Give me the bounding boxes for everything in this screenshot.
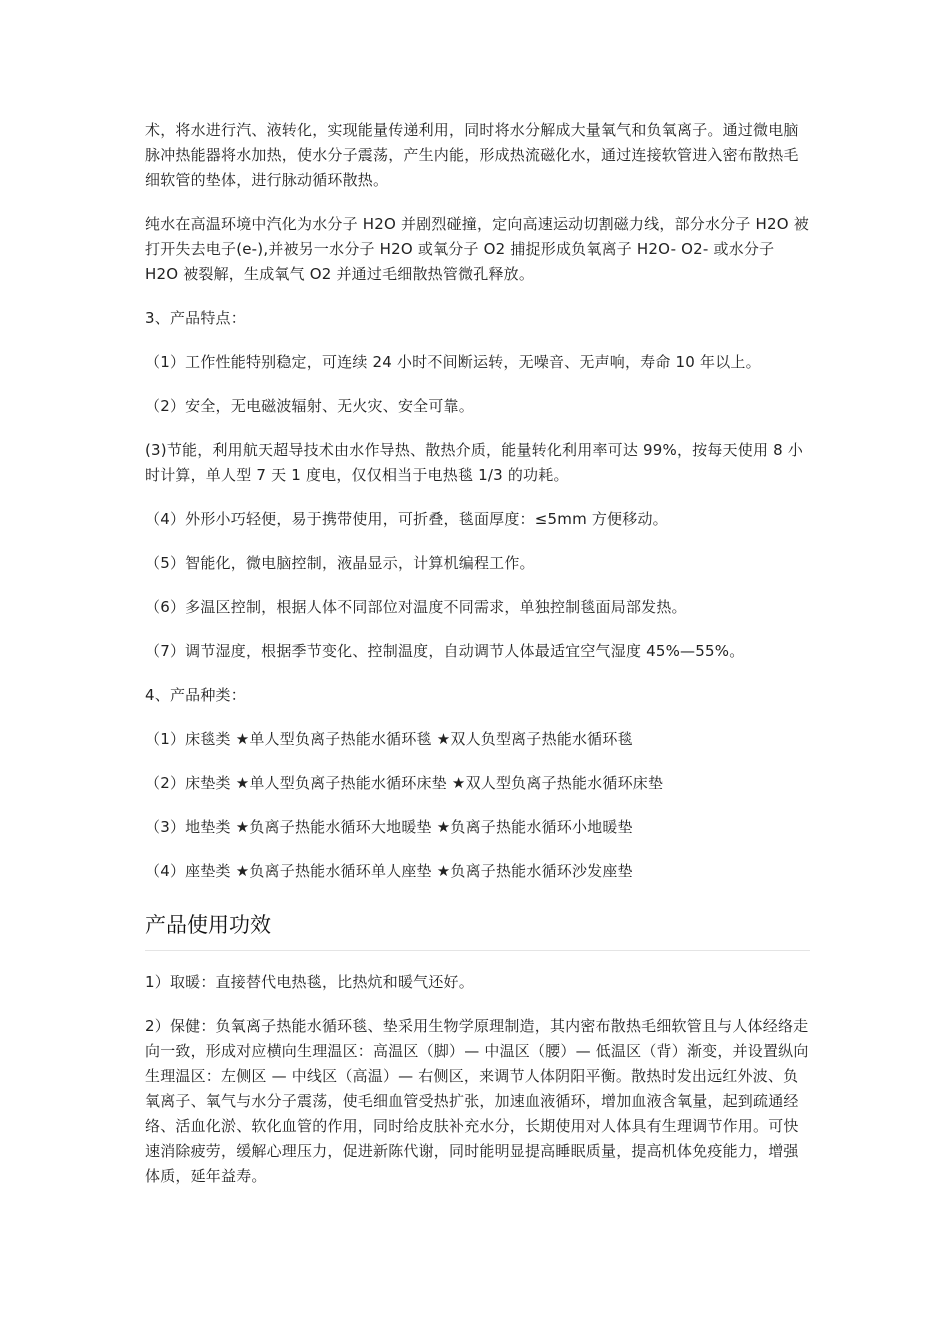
- feature-item: （2）安全，无电磁波辐射、无火灾、安全可靠。: [145, 397, 474, 415]
- type-item: （1）床毯类 ★单人型负离子热能水循环毯 ★双人负型离子热能水循环毯: [145, 730, 633, 748]
- feature-item: （4）外形小巧轻便，易于携带使用，可折叠，毯面厚度：≤5mm 方便移动。: [145, 510, 668, 528]
- efficacy-title: 产品使用功效: [145, 913, 271, 937]
- principle-paragraph: 纯水在高温环境中汽化为水分子 H2O 并剧烈碰撞，定向高速运动切割磁力线，部分水分子 H2O 被打开失去电子(e-),并被另一水分子 H2O 或氧分子 O2 捕捉形成负氧离子 H2O- O2- 或水分子 H2O 被裂解，生成氧气 O2 并通过毛细散热管微孔释放。: [145, 215, 809, 283]
- feature-item: （7）调节湿度，根据季节变化、控制温度，自动调节人体最适宜空气湿度 45%—55%。: [145, 642, 745, 660]
- efficacy-paragraph: 2）保健：负氧离子热能水循环毯、垫采用生物学原理制造，其内密布散热毛细软管且与人体经络走向一致，形成对应横向生理温区：高温区（脚）— 中温区（腰）— 低温区（背）渐变，并设置纵向生理温区：左侧区 — 中线区（高温）— 右侧区，来调节人体阴阳平衡。散热时发出远红外波、负氧离子、氧气与水分子震荡，使毛细血管受热扩张，加速血液循环，增加血液含氧量，起到疏通经络、活血化淤、软化血管的作用，同时给皮肤补充水分，长期使用对人体具有生理调节作用。可快速消除疲劳，缓解心理压力，促进新陈代谢，同时能明显提高睡眠质量，提高机体免疫能力，增强体质，延年益寿。: [145, 1017, 809, 1185]
- types-heading: 4、产品种类：: [145, 686, 246, 704]
- type-item: （2）床垫类 ★单人型负离子热能水循环床垫 ★双人型负离子热能水循环床垫: [145, 774, 664, 792]
- feature-item: （1）工作性能特别稳定，可连续 24 小时不间断运转，无噪音、无声响，寿命 10 年以上。: [145, 353, 761, 371]
- features-heading: 3、产品特点：: [145, 309, 246, 327]
- title-divider: [145, 950, 810, 951]
- type-item: （3）地垫类 ★负离子热能水循环大地暖垫 ★负离子热能水循环小地暖垫: [145, 818, 633, 836]
- document-page: [145, 118, 810, 1208]
- feature-item: (3)节能，利用航天超导技术由水作导热、散热介质，能量转化利用率可达 99%，按每天使用 8 小时计算，单人型 7 天 1 度电，仅仅相当于电热毯 1/3 的功耗。: [145, 441, 804, 484]
- efficacy-paragraph: 1）取暖：直接替代电热毯，比热炕和暖气还好。: [145, 973, 474, 991]
- feature-item: （5）智能化，微电脑控制，液晶显示，计算机编程工作。: [145, 554, 535, 572]
- intro-paragraph: 术，将水进行汽、液转化，实现能量传递利用，同时将水分解成大量氧气和负氧离子。通过微电脑脉冲热能器将水加热，使水分子震荡，产生内能，形成热流磁化水，通过连接软管进入密布散热毛细软管的垫体，进行脉动循环散热。: [145, 121, 799, 189]
- type-item: （4）座垫类 ★负离子热能水循环单人座垫 ★负离子热能水循环沙发座垫: [145, 862, 633, 880]
- feature-item: （6）多温区控制，根据人体不同部位对温度不同需求，单独控制毯面局部发热。: [145, 598, 687, 616]
